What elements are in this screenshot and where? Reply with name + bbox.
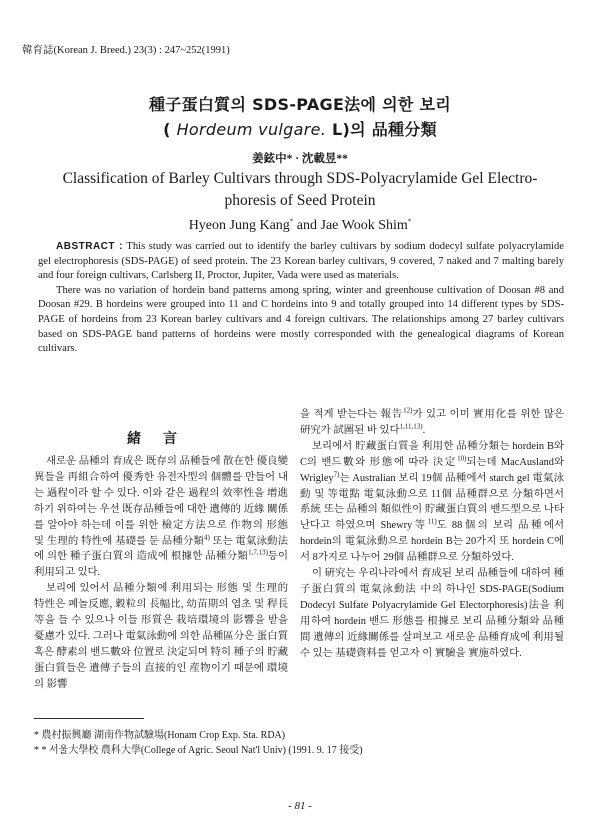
korean-title-line1: 種子蛋白質의 SDS-PAGE法에 의한 보리: [148, 95, 452, 114]
ref-mark: 11): [427, 517, 437, 526]
footnote-1: * 農村振興廳 湖南作物試驗場(Honam Crop Exp. Sta. RDA): [34, 730, 286, 741]
left-paragraph-1: [34, 454, 288, 581]
right-paragraph-0: [300, 407, 564, 439]
abstract-paragraph-1: [38, 240, 564, 284]
author-2: Jae Wook Shim: [320, 218, 408, 233]
right-paragraph-1: [300, 439, 564, 566]
right-paragraph-2: 이 硏究는 우리나라에서 育成된 보리 品種들에 대하여 種子蛋白質의 電氣泳動法 中의 하나인 SDS-PAGE(Sodium Dodecyl Sulfate Polyacrylamide Gel Electorphoresis)法을 利用하여 hordein 밴드 形態를 根據로 보리 品種分類와 品種間 遺傳의 近緣關係를 살펴보고 새로운 品種育成에 利用될 수 있는 基礎資料를 얻고자 이 實驗을 實施하였다.: [300, 568, 564, 659]
right-text-1d: 도 88個의 보리 品種에서 hordein의 電氣泳動으로 hordein B는 20가지 또 hordein C에서 8가지로 나누어 29個 品種群으로 分類하였다.: [300, 520, 564, 564]
footnote-2: * * 서울大學校 農科大學(College of Agric. Seoul Nat'l Univ) (1991. 9. 17 接受): [34, 745, 363, 756]
abstract-paragraph-2: There was no variation of hordein band patterns among spring, winter and greenhouse cultivation of Doosan #8 and Doosan #29. B hordeins were grouped into 11 and C hordeins into 9 and totally grouped into 14 different types by SDS-PAGE of hordeins from 23 Korean barley cultivars and 4 foreign cultivars. The relationships among 27 barley cultivars based on SDS-PAGE band patterns of hordeins were mostly corresponded with the genealogical diagrams of Korean cultivars.: [38, 284, 564, 355]
korean-title-open: (: [163, 120, 177, 139]
korean-title-line2: [40, 117, 560, 140]
page-number: - 81 -: [288, 800, 312, 812]
korean-title-close: L)의 品種分類: [326, 120, 437, 139]
left-text-1a: 새로운 品種의 育成은 既存의 品種들에 散在한 優良變異들을 再組合하여 優秀한 유전자型의 個體를 만들어 내는 過程이라 할 수 있다. 이와 같은 過程의 效率性을 增進하기 위하여는 우선 既存品種들에 대한 遺傳的 近緣 關係를 알아야 하는데 이를 위한 檢定方法으로 作物의 形態 및 生理的 特性에 基礎를 둔 品種分類: [34, 456, 288, 547]
korean-authors: 姜鉉中* · 沈載昱**: [252, 153, 348, 165]
english-authors: [40, 218, 560, 234]
right-text-1a: 보리에서 貯藏蛋白質을 利用한 品種分類는 hordein B와 C의 밴드數와 形態에 따라 決定: [300, 440, 564, 468]
footnote-rule: [34, 718, 144, 719]
right-column: [300, 407, 564, 662]
right-text-0b: 가 있고 이미 實用化를 위한 많은 硏究가 試圖된 바 있다: [300, 409, 564, 436]
author-1-mark: *: [289, 217, 294, 226]
left-column: [34, 454, 288, 693]
author-2-mark: *: [407, 217, 412, 226]
abstract-label: ABSTRACT :: [56, 241, 124, 252]
ref-mark: 1,7,13): [248, 548, 268, 557]
english-title-line1: Classification of Barley Cultivars through SDS-Polyacrylamide Gel Electro-: [62, 170, 538, 187]
ref-mark: 1,11,13): [399, 422, 423, 431]
korean-title-species: Hordeum vulgare.: [176, 120, 327, 139]
right-text-1c: 는 Australian 보리 19個 品種에서 starch gel 電氣泳動 및 等電點 電氣泳動으로 11個 品種群으로 分類하면서 系統 또는 品種의 類似性이 貯藏蛋白質의 밴드型으로 나타난다고 하였으며 Shewry等: [300, 472, 564, 532]
ref-mark: 4): [203, 533, 210, 542]
left-paragraph-2: 보리에 있어서 品種分類에 利用되는 形態 및 生理的 特性은 폐놀反應, 穀粒의 長幅比, 幼苗期의 엽초 및 稈長等을 들 수 있으나 이들 形質은 栽培環境의 影響을 받을 憂慮가 있다. 그러나 電氣泳動에 의한 品種區分은 蛋白質 혹은 酵素의 밴드數와 位置로 決定되며 特히 種子의 貯藏 蛋白質들은 遺傳子들의 直接的인 産物이기 때문에 環境의 影響: [34, 583, 288, 690]
ref-mark: 12): [403, 406, 413, 415]
right-text-1b: 되는데 MacAusland와 Wrigley: [300, 456, 564, 484]
abstract: [38, 240, 564, 357]
right-text-0c: .: [422, 424, 426, 436]
english-title-line2: phoresis of Seed Protein: [224, 192, 376, 209]
author-1: Hyeon Jung Kang: [188, 218, 290, 233]
authors-and: and: [293, 218, 321, 233]
left-text-1b: 또는 電氣泳動法에 의한 種子蛋白質의 造成에 根據한 品種分類: [34, 535, 288, 563]
left-text-1c: 등이 利用되고 있다.: [34, 551, 288, 579]
ref-mark: 10): [457, 454, 467, 463]
right-text-0a: 을 적게 받는다는 報告: [300, 409, 404, 420]
abstract-text-1: This study was carried out to identify the barley cultivars by sodium dodecyl sulfate polyacrylamide gel electrophoresis (SDS-PAGE) of seed protein. The 23 Korean barley cultivars, 9 covered, 7 naked and 7 malting barely and four foreign cultivars, Carlsberg II, Proctor, Jupiter, Vada were used as materials.: [38, 241, 565, 282]
ref-mark: 7): [333, 470, 340, 479]
journal-citation: 韓育誌(Korean J. Breed.) 23(3) : 247~252(1991): [22, 45, 230, 56]
section-heading: 緒言: [127, 431, 199, 447]
